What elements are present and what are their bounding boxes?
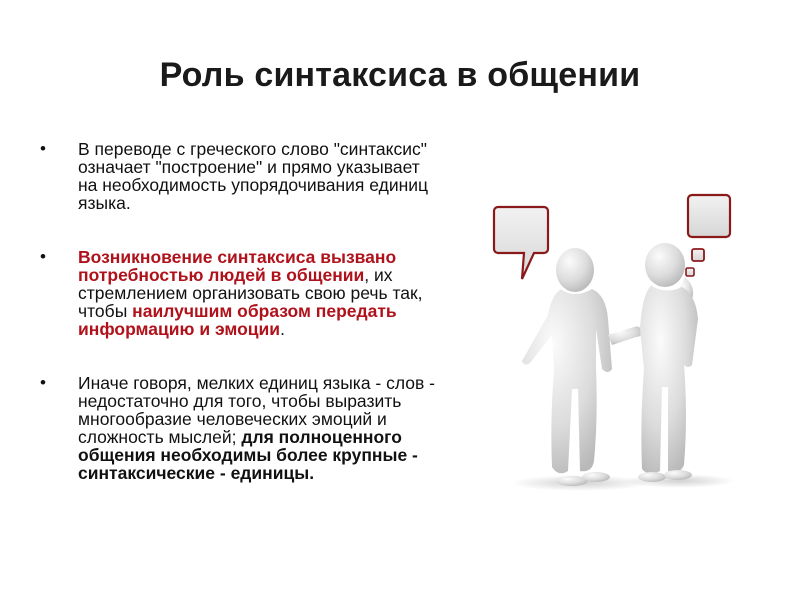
bullet-marker: • bbox=[40, 247, 46, 266]
bullet-list bbox=[40, 140, 440, 518]
bullet-text: , их стремлением организовать свою речь так, чтобы bbox=[78, 265, 423, 321]
slide-title: Роль синтаксиса в общении bbox=[159, 56, 641, 94]
bullet-item bbox=[40, 248, 440, 338]
speech-bubble-icon bbox=[494, 207, 548, 279]
bullet-emphasis: для полноценного общения необходимы более крупные - синтаксические - единицы. bbox=[78, 427, 418, 483]
bullet-item bbox=[40, 140, 440, 212]
bullet-text: В переводе с греческого слово "синтаксис" означает "построение" и прямо указывает на необходимость упорядочивания единиц языка. bbox=[78, 139, 429, 213]
bullet-marker: • bbox=[40, 373, 46, 392]
bullet-marker: • bbox=[40, 139, 46, 158]
two-people-talking-icon bbox=[480, 185, 780, 495]
bullet-item bbox=[40, 374, 440, 482]
bullet-emphasis: наилучшим образом передать информацию и эмоции bbox=[78, 301, 397, 339]
bullet-text: . bbox=[280, 319, 285, 339]
bullet-emphasis: Возникновение синтаксиса вызвано потребностью людей в общении bbox=[78, 247, 397, 285]
person-left-icon bbox=[522, 248, 642, 486]
person-right-icon bbox=[638, 243, 698, 482]
bullet-text: Иначе говоря, мелких единиц языка - слов - недостаточно для того, чтобы выразить многообразие человеческих эмоций и сложность мыслей; bbox=[78, 373, 435, 447]
thought-bubble-icon bbox=[686, 195, 730, 276]
